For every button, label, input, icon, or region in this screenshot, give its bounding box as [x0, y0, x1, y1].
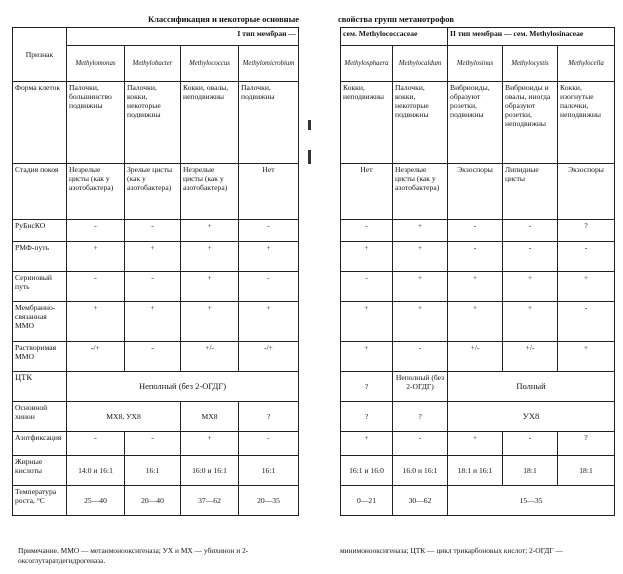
cell: ?	[239, 402, 299, 432]
cell: -	[239, 432, 299, 456]
cell: +	[503, 302, 558, 342]
left-table	[12, 27, 299, 516]
table-row	[13, 220, 299, 242]
row-label: РуБисКО	[13, 220, 67, 242]
genus-header: Methylocella	[558, 46, 615, 82]
right-page	[326, 0, 623, 574]
cell: Палочки, большинство подвижны	[67, 82, 125, 164]
cell: +	[181, 242, 239, 272]
cell-span: 15—35	[448, 486, 615, 516]
family1-header: сем. Methylococcaceae	[341, 28, 448, 46]
table-row	[13, 164, 299, 220]
cell: -	[125, 272, 181, 302]
cell: +	[558, 272, 615, 302]
cell: -/+	[239, 342, 299, 372]
table-row	[13, 302, 299, 342]
cell: Вибриоиды и овалы, иногда образуют розетки, неподвижны	[503, 82, 558, 164]
table-row	[341, 486, 615, 516]
cell: -	[448, 242, 503, 272]
cell: 18:1 и 16:1	[448, 456, 503, 486]
right-note: минимонооксигеназа; ЦТК — цикл трикарбоновых кислот; 2-ОГДГ —	[340, 546, 563, 555]
cell: Зрелые цисты (как у азотобактера)	[125, 164, 181, 220]
cell: Кокки, неподвижны	[341, 82, 393, 164]
row-label: РМФ-путь	[13, 242, 67, 272]
table-row	[13, 82, 299, 164]
table-row	[13, 272, 299, 302]
cell: -	[341, 272, 393, 302]
cell: +	[393, 220, 448, 242]
table-row	[13, 402, 299, 432]
cell: +	[181, 302, 239, 342]
cell: 16:0 и 16:1	[181, 456, 239, 486]
cell: +	[341, 242, 393, 272]
cell: Кокки, овалы, неподвижны	[181, 82, 239, 164]
cell: +	[181, 272, 239, 302]
cell: +	[393, 272, 448, 302]
cell: -	[393, 342, 448, 372]
cell: 20—40	[125, 486, 181, 516]
cell: -	[67, 272, 125, 302]
table-row	[13, 372, 299, 402]
cell: Липидные цисты	[503, 164, 558, 220]
cell-span: УХ8	[448, 402, 615, 432]
cell: +	[448, 302, 503, 342]
cell: -	[125, 342, 181, 372]
cell: +	[125, 242, 181, 272]
cell: Палочки, кокки, некоторые подвижны	[125, 82, 181, 164]
cell: Нет	[239, 164, 299, 220]
row-label: Сериновый путь	[13, 272, 67, 302]
genus-header: Methylosphaera	[341, 46, 393, 82]
cell: 20—35	[239, 486, 299, 516]
cell: +	[558, 342, 615, 372]
table-row	[341, 242, 615, 272]
cell: 16:1	[125, 456, 181, 486]
cell: -	[67, 220, 125, 242]
cell: +	[448, 432, 503, 456]
cell: +	[67, 242, 125, 272]
cell: -	[67, 432, 125, 456]
cell: Вибриоиды, образуют розетки, подвижны	[448, 82, 503, 164]
cell: +	[341, 342, 393, 372]
cell: 16:1 и 16:0	[341, 456, 393, 486]
row-label: Растворимая ММО	[13, 342, 67, 372]
left-page	[0, 0, 305, 574]
table-row	[13, 432, 299, 456]
row-label: Основной хинон	[13, 402, 67, 432]
table-row	[341, 432, 615, 456]
cell: -	[239, 272, 299, 302]
cell: -	[239, 220, 299, 242]
cell: -	[125, 432, 181, 456]
cell: +/-	[448, 342, 503, 372]
cell: Палочки, подвижны	[239, 82, 299, 164]
cell: Нет	[341, 164, 393, 220]
genus-header: Methylomonas	[67, 46, 125, 82]
cell: Кокки, изогнутые палочки, неподвижны	[558, 82, 615, 164]
table-row	[341, 164, 615, 220]
genus-header: Methylobacter	[125, 46, 181, 82]
cell: 30—62	[393, 486, 448, 516]
cell: -	[393, 432, 448, 456]
genus-header: Methylosinus	[448, 46, 503, 82]
cell: -	[448, 220, 503, 242]
cell: Незрелые цисты (как у азотобактера)	[393, 164, 448, 220]
cell: Незрелые цисты (как у азотобактера)	[67, 164, 125, 220]
genus-header: Methylomicrobium	[239, 46, 299, 82]
table-row	[13, 486, 299, 516]
type1-header: I тип мембран —	[67, 28, 299, 46]
row-label: Температура роста, °С	[13, 486, 67, 516]
cell: +	[181, 432, 239, 456]
cell: 18:1	[503, 456, 558, 486]
cell: +	[239, 302, 299, 342]
cell: 25—40	[67, 486, 125, 516]
cell: +/-	[181, 342, 239, 372]
table-row	[341, 372, 615, 402]
cell: 16:0 и 16:1	[393, 456, 448, 486]
cell: +	[393, 302, 448, 342]
cell: 0—21	[341, 486, 393, 516]
table-row	[341, 456, 615, 486]
genus-header: Methylocystis	[503, 46, 558, 82]
table-row	[341, 220, 615, 242]
cell: +	[341, 432, 393, 456]
row-label: Форма клеток	[13, 82, 67, 164]
cell: ?	[558, 220, 615, 242]
table-row	[341, 402, 615, 432]
cell: +/-	[503, 342, 558, 372]
cell: ?	[341, 372, 393, 402]
right-table	[340, 27, 615, 516]
cell: Экзоспоры	[558, 164, 615, 220]
cell: ?	[341, 402, 393, 432]
row-label: Стадия покоя	[13, 164, 67, 220]
cell: +	[239, 242, 299, 272]
cell-span: Полный	[448, 372, 615, 402]
row-label: Мембранно-связанная ММО	[13, 302, 67, 342]
cell: -	[503, 432, 558, 456]
cell: -	[341, 220, 393, 242]
table-row	[341, 302, 615, 342]
cell: -	[558, 242, 615, 272]
table-row	[13, 456, 299, 486]
row-label: ЦТК	[13, 372, 67, 402]
cell: -/+	[67, 342, 125, 372]
cell: +	[341, 302, 393, 342]
genus-header: Methylocaldum	[393, 46, 448, 82]
table-row	[341, 82, 615, 164]
cell: Палочки, кокки, некоторые подвижны	[393, 82, 448, 164]
table-row	[13, 242, 299, 272]
cell-span: Неполный (без 2-ОГДГ)	[67, 372, 299, 402]
cell: +	[67, 302, 125, 342]
cell: Незрелые цисты (как у азотобактера)	[181, 164, 239, 220]
cell: Неполный (без 2-ОГДГ)	[393, 372, 448, 402]
cell: ?	[393, 402, 448, 432]
table-row	[341, 272, 615, 302]
cell: -	[125, 220, 181, 242]
genus-header: Methylococcus	[181, 46, 239, 82]
cell: 16:1	[239, 456, 299, 486]
cell: 14:0 и 16:1	[67, 456, 125, 486]
cell: -	[503, 242, 558, 272]
binding-mark	[308, 120, 311, 130]
cell: 37—62	[181, 486, 239, 516]
table-row	[341, 342, 615, 372]
cell: Экзоспоры	[448, 164, 503, 220]
left-title: Классификация и некоторые основные	[148, 14, 299, 24]
type2-header: II тип мембран — сем. Methylosinaceae	[448, 28, 615, 46]
cell: +	[503, 272, 558, 302]
table-row	[13, 342, 299, 372]
cell: -	[558, 302, 615, 342]
row-label: Азотфиксация	[13, 432, 67, 456]
cell: ?	[558, 432, 615, 456]
cell-span: МХ8, УХ8	[67, 402, 181, 432]
row-label: Жирные кислоты	[13, 456, 67, 486]
cell: +	[393, 242, 448, 272]
cell: +	[181, 220, 239, 242]
cell: МХ8	[181, 402, 239, 432]
left-note: Примечание. ММО — метанмонооксигеназа; УХ и МХ — убихинон и 2-оксоглутаратдегидрогеназа.	[18, 546, 249, 565]
cell: 18:1	[558, 456, 615, 486]
corner-cell: Признак	[13, 28, 67, 82]
right-title: свойства групп метанотрофов	[338, 14, 454, 24]
cell: -	[503, 220, 558, 242]
binding-mark	[308, 150, 311, 164]
cell: +	[448, 272, 503, 302]
cell: +	[125, 302, 181, 342]
